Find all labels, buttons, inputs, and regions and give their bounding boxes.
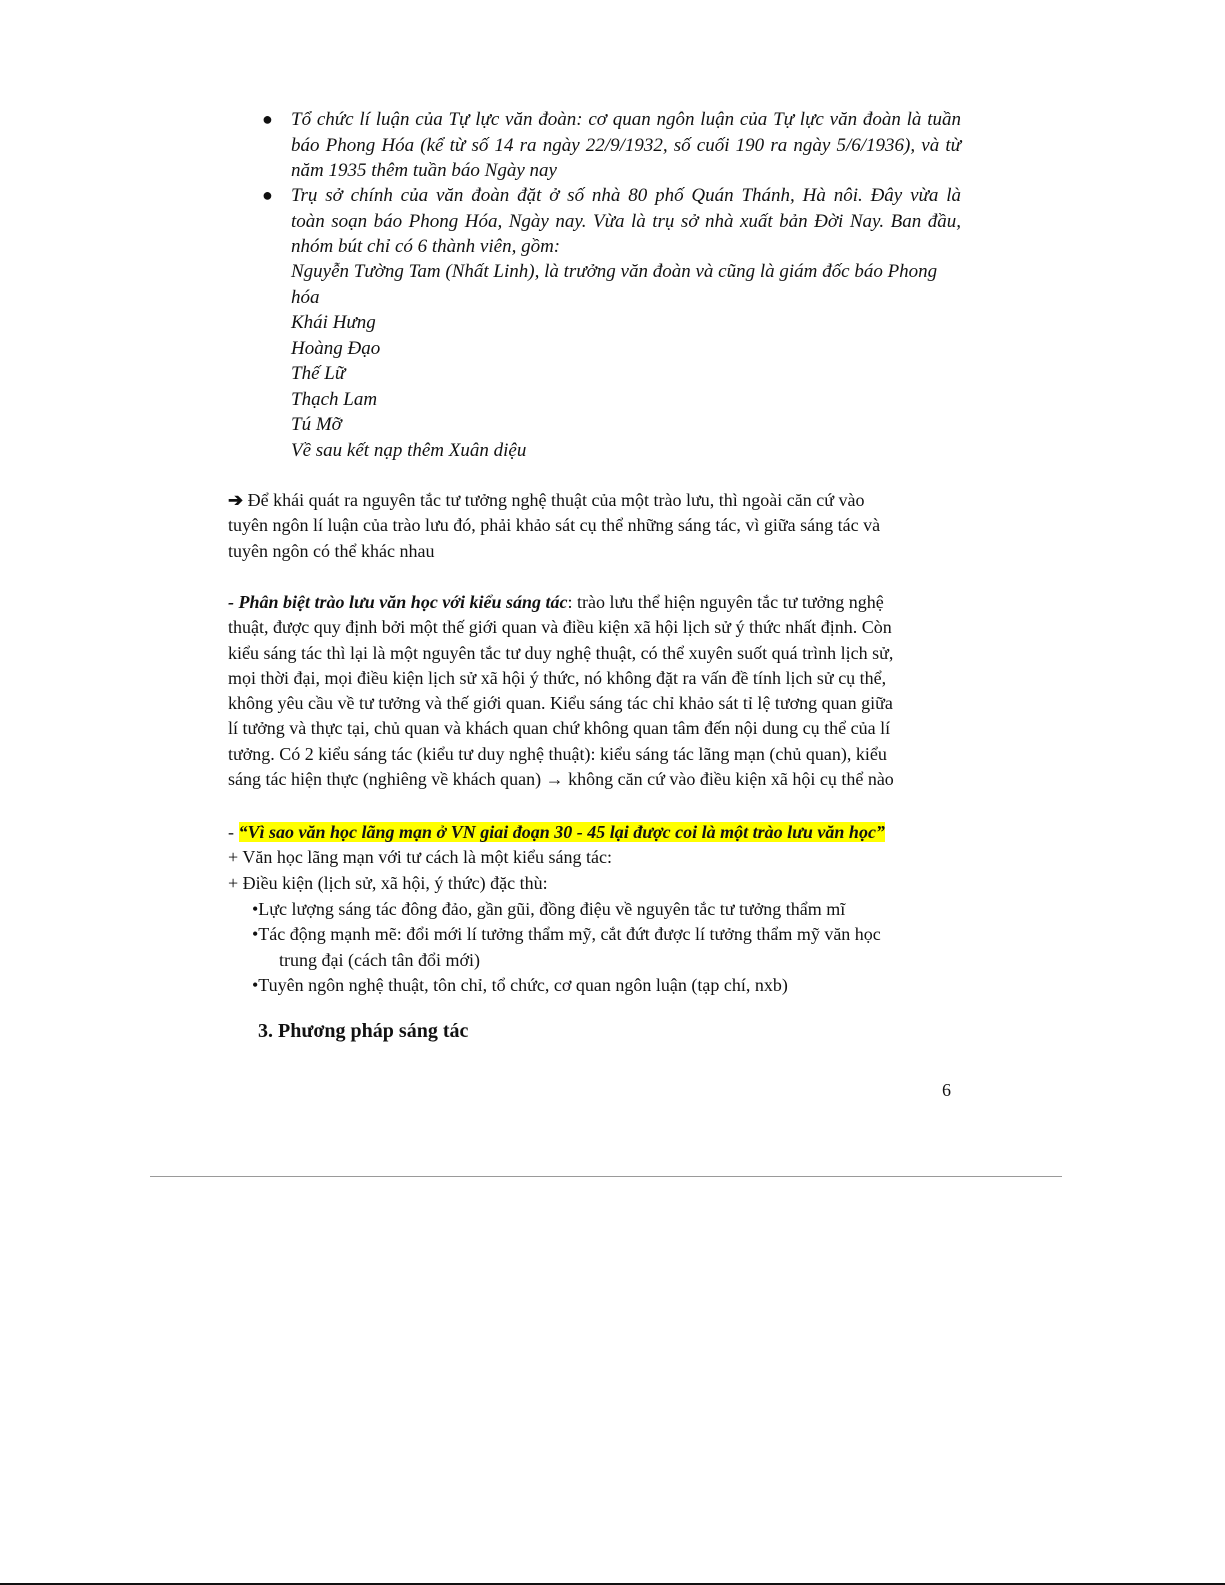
conclusion-text: Để khái quát ra nguyên tắc tư tưởng nghệ thuật của một trào lưu, thì ngoài căn cứ vào <box>247 490 865 510</box>
distinguish-line: không yêu cầu về tư tưởng và thế giới quan. Kiểu sáng tác chỉ khảo sát tỉ lệ tương quan giữa <box>228 693 893 714</box>
bullet-line: nhóm bút chỉ có 6 thành viên, gồm: <box>291 236 561 257</box>
conclusion-line <box>228 488 948 513</box>
distinguish-text: : trào lưu thể hiện nguyên tắc tư tưởng nghệ <box>567 592 884 612</box>
question-dash: - <box>228 822 239 842</box>
bullet-line: báo Phong Hóa (kể từ số 14 ra ngày 22/9/1932, số cuối 190 ra ngày 5/6/1936), và từ <box>291 134 961 156</box>
bullet-line: Trụ sở chính của văn đoàn đặt ở số nhà 80 phố Quán Thánh, Hà nôi. Đây vừa là <box>291 185 961 206</box>
distinguish-line: lí tưởng và thực tại, chủ quan và khách quan chứ không quan tâm đến nội dung cụ thể của lí <box>228 718 891 739</box>
section-heading: 3. Phương pháp sáng tác <box>258 1020 469 1042</box>
member-list <box>291 259 971 463</box>
distinguish-line: tưởng. Có 2 kiểu sáng tác (kiểu tư duy nghệ thuật): kiểu sáng tác lãng mạn (chủ quan), kiểu <box>228 743 887 764</box>
bullet-item-organization <box>262 107 962 185</box>
distinguish-line <box>228 767 948 792</box>
distinguish-line <box>228 590 948 615</box>
member-line: Khái Hưng <box>291 312 376 333</box>
bullet-dot-icon: ● <box>262 185 273 205</box>
arrow-right-icon: → <box>545 769 564 790</box>
conclusion-line: tuyên ngôn lí luận của trào lưu đó, phải khảo sát cụ thể những sáng tác, vì giữa sáng tác và <box>228 515 881 536</box>
bullet-line: Tổ chức lí luận của Tự lực văn đoàn: cơ quan ngôn luận của Tự lực văn đoàn là tuần <box>291 109 961 130</box>
bullet-text <box>291 107 961 184</box>
page-number: 6 <box>942 1080 951 1100</box>
answer-line: + Điều kiện (lịch sử, xã hội, ý thức) đặc thù: <box>228 872 548 893</box>
distinguish-label: - Phân biệt trào lưu văn học với kiểu sáng tác <box>228 592 568 612</box>
bullet-line: năm 1935 thêm tuần báo Ngày nay <box>291 160 557 181</box>
member-line: Về sau kết nạp thêm Xuân diệu <box>291 439 527 461</box>
member-line: Thạch Lam <box>291 388 378 410</box>
condition-item-continuation: trung đại (cách tân đổi mới) <box>279 949 480 970</box>
bullet-dot-icon: ● <box>262 109 273 129</box>
conclusion-paragraph <box>228 488 948 564</box>
question-block <box>228 820 948 896</box>
distinguish-line: kiểu sáng tác thì lại là một nguyên tắc tư duy nghệ thuật, có thể xuyên suốt quá trình lịch sử, <box>228 642 894 663</box>
distinguish-text: không căn cứ vào điều kiện xã hội cụ thể nào <box>563 769 894 790</box>
member-line: Thế Lữ <box>291 363 346 384</box>
condition-item: •Tác động mạnh mẽ: đổi mới lí tưởng thẩm mỹ, cắt đứt được lí tưởng thẩm mỹ văn học <box>252 924 881 945</box>
arrow-right-icon: ➔ <box>228 490 244 510</box>
member-line: Nguyễn Tường Tam (Nhất Linh), là trưởng văn đoàn và cũng là giám đốc báo Phong <box>291 261 938 282</box>
page-separator <box>150 1176 1062 1177</box>
bullet-line: toàn soạn báo Phong Hóa, Ngày nay. Vừa là trụ sở nhà xuất bản Đời Nay. Ban đầu, <box>291 210 961 232</box>
question-line <box>228 820 948 845</box>
highlighted-question: “Vì sao văn học lãng mạn ở VN giai đoạn 30 - 45 lại được coi là một trào lưu văn học” <box>238 822 885 842</box>
member-line: Hoàng Đạo <box>291 337 381 359</box>
bullet-text <box>291 183 961 260</box>
answer-line: + Văn học lãng mạn với tư cách là một kiểu sáng tác: <box>228 847 612 868</box>
condition-item: •Tuyên ngôn nghệ thuật, tôn chỉ, tổ chức, cơ quan ngôn luận (tạp chí, nxb) <box>252 974 788 995</box>
conclusion-line: tuyên ngôn có thể khác nhau <box>228 540 435 561</box>
distinguish-line: mọi thời đại, mọi điều kiện lịch sử xã hội ý thức, nó không đặt ra vấn đề tính lịch sử cụ thể, <box>228 667 887 688</box>
member-line: Tú Mỡ <box>291 414 342 435</box>
distinguish-paragraph <box>228 590 948 792</box>
condition-list <box>252 897 972 998</box>
distinguish-text: sáng tác hiện thực (nghiêng về khách quan) <box>228 769 546 790</box>
condition-item: •Lực lượng sáng tác đông đảo, gần gũi, đồng điệu về nguyên tắc tư tưởng thẩm mĩ <box>252 899 846 919</box>
member-line: hóa <box>291 286 320 308</box>
distinguish-line: thuật, được quy định bởi một thế giới quan và điều kiện xã hội lịch sử ý thức nhất định. Còn <box>228 617 892 638</box>
bullet-item-headquarters <box>262 183 962 261</box>
